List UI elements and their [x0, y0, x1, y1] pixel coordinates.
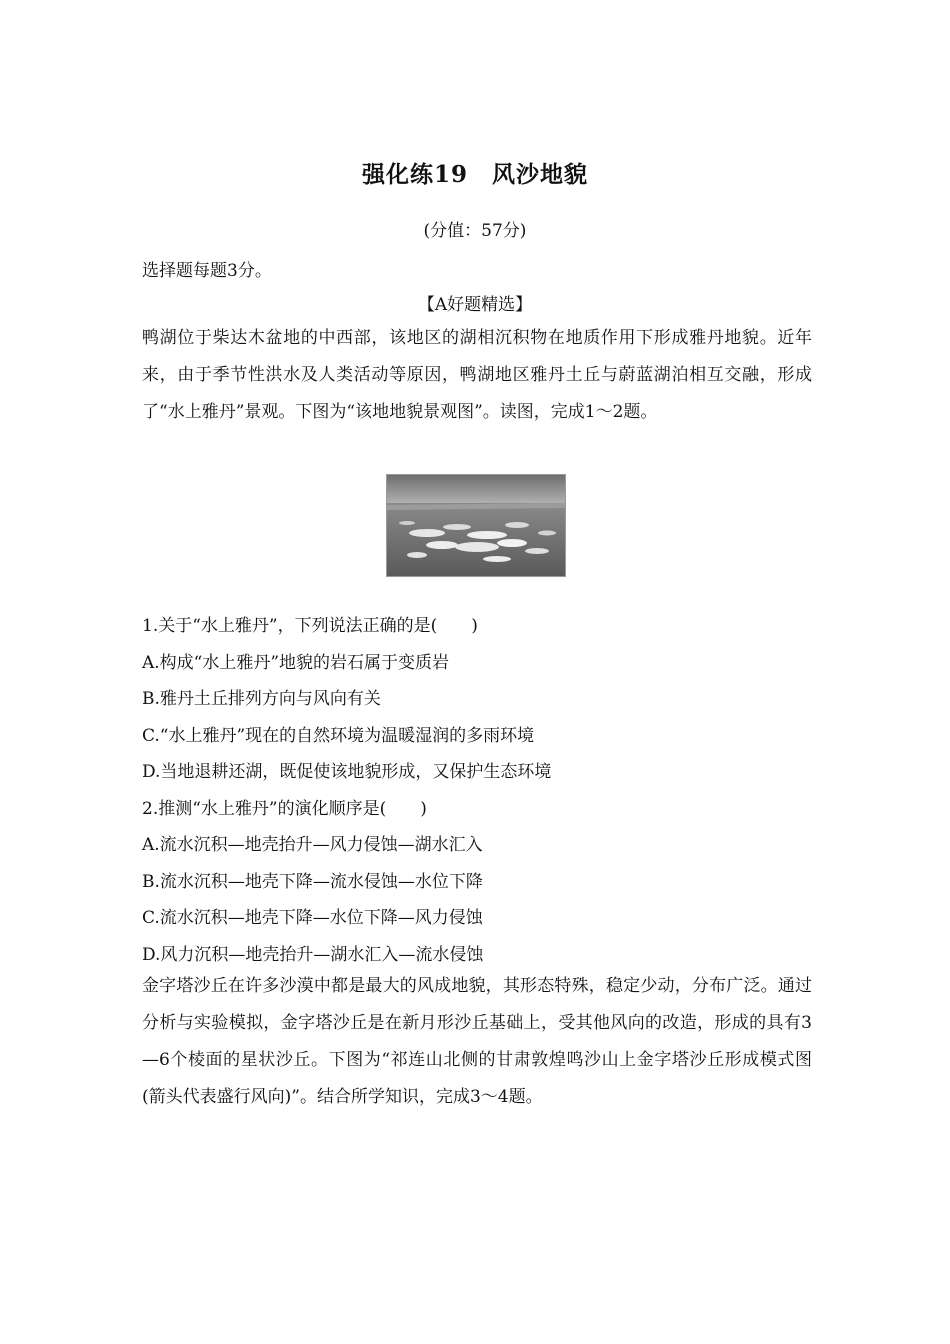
question-2-option-c: C.流水沉积—地壳下降—水位下降—风力侵蚀: [142, 908, 483, 928]
instruction-note: 选择题每题3分。: [142, 261, 272, 281]
question-1-option-b: B.雅丹土丘排列方向与风向有关: [142, 689, 381, 709]
question-1-option-d: D.当地退耕还湖，既促使该地貌形成，又保护生态环境: [142, 762, 552, 782]
page-title: 强化练19 风沙地貌: [361, 161, 588, 188]
passage-yardang: 鸭湖位于柴达木盆地的中西部，该地区的湖相沉积物在地质作用下形成雅丹地貌。近年来，由于季节性洪水及人类活动等原因，鸭湖地区雅丹土丘与蔚蓝湖泊相互交融，形成了“水上雅丹”景观。下图为“该地地貌景观图”。读图，完成1～2题。: [142, 328, 812, 422]
landscape-photo: [386, 474, 566, 577]
question-2-option-d: D.风力沉积—地壳抬升—湖水汇入—流水侵蚀: [142, 945, 484, 965]
question-1-stem: 1.关于“水上雅丹”，下列说法正确的是( ): [142, 616, 478, 636]
score-label: (分值：57分): [423, 221, 527, 241]
question-2-stem: 2.推测“水上雅丹”的演化顺序是( ): [142, 799, 427, 819]
question-2-option-a: A.流水沉积—地壳抬升—风力侵蚀—湖水汇入: [142, 835, 483, 855]
question-1-option-a: A.构成“水上雅丹”地貌的岩石属于变质岩: [142, 653, 450, 673]
question-1-option-c: C.“水上雅丹”现在的自然环境为温暖湿润的多雨环境: [142, 726, 535, 746]
passage-pyramid-dune: 金字塔沙丘在许多沙漠中都是最大的风成地貌，其形态特殊，稳定少动，分布广泛。通过分析与实验模拟，金字塔沙丘是在新月形沙丘基础上，受其他风向的改造，形成的具有3—6个棱面的星状沙丘。下图为“祁连山北侧的甘肃敦煌鸣沙山上金字塔沙丘形成模式图(箭头代表盛行风向)”。结合所学知识，完成3～4题。: [142, 976, 812, 1107]
section-heading: 【A好题精选】: [417, 295, 533, 315]
question-2-option-b: B.流水沉积—地壳下降—流水侵蚀—水位下降: [142, 872, 483, 892]
